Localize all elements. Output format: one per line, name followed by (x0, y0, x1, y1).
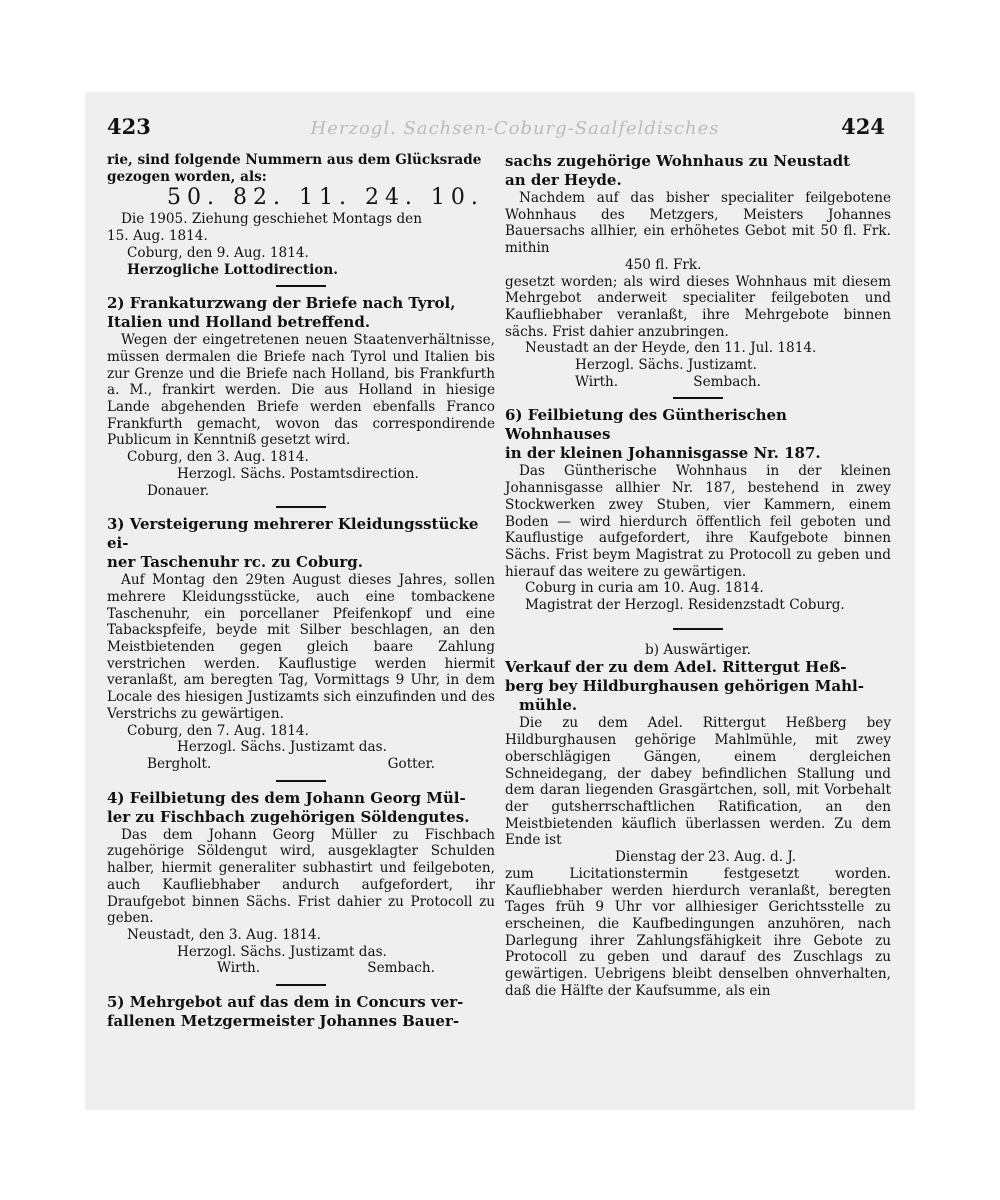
signer-name: Sembach. (367, 960, 435, 977)
section-body: Die zu dem Adel. Rittergut Heßberg bey Hildburghausen gehörige Mahlmühle, mit zwey oberschlägigen Gängen, einem dergleichen Schneidegang, der dabey befindlichen Stallung und dem daran liegenden Grasgärtchen, soll, mit Vorbehalt der gutsherrschaftlichen Ratification, an den Meistbietenden käuflich überlassen werden. Zu dem Ende ist (505, 715, 891, 849)
section-body: Das dem Johann Georg Müller zu Fischbach zugehörige Söldengut wird, ausgeklagter Schulden halber, hiermit generaliter subhastirt und feilgeboten, auch Kaufliebhaber andurch aufgefordert, ihr Draufgebot binnen Sächs. Frist dahier zu Protocoll zu geben. (107, 826, 495, 927)
section-body: gesetzt worden; als wird dieses Wohnhaus mit diesem Mehrgebot anderweit specialiter feilgeboten und Kaufliebhaber veranlaßt, ihre Mehrgebote binnen sächs. Frist dahier anzubringen. (505, 273, 891, 340)
date-line: Dienstag der 23. Aug. d. J. (615, 849, 797, 866)
signer-name: Bergholt. (147, 755, 212, 772)
signer-name: Donauer. (147, 482, 210, 499)
signature: Herzogl. Sächs. Justizamt das. (177, 943, 387, 960)
signer-row (505, 374, 891, 391)
section-title: sachs zugehörige Wohnhaus zu Neustadt (505, 152, 851, 170)
date-line: Neustadt an der Heyde, den 11. Jul. 1814. (525, 340, 817, 357)
signature: Herzogl. Sächs. Postamtsdirection. (177, 465, 419, 482)
section-title: 5) Mehrgebot auf das dem in Concurs ver- (107, 993, 464, 1012)
section-title: in der kleinen Johannisgasse Nr. 187. (505, 444, 821, 463)
lottery-numbers: 50. 82. 11. 24. 10. (167, 185, 484, 211)
page-number-right: 424 (841, 114, 885, 139)
section-title: berg bey Hildburghausen gehörigen Mahl- (505, 677, 864, 696)
section-divider (276, 506, 326, 508)
signer-row (107, 756, 495, 773)
right-column (505, 152, 891, 999)
section-divider (673, 397, 723, 399)
signature: Herzogliche Lottodirection. (127, 261, 338, 278)
signer-row (107, 960, 495, 977)
section-title: an der Heyde. (505, 171, 622, 189)
signature: Herzogl. Sächs. Justizamt. (575, 357, 757, 374)
section-title: ler zu Fischbach zugehörigen Söldengutes. (107, 807, 470, 826)
section-title: 2) Frankaturzwang der Briefe nach Tyrol, (107, 294, 456, 313)
signature: Magistrat der Herzogl. Residenzstadt Coburg. (525, 597, 845, 614)
signature: Herzogl. Sächs. Justizamt das. (177, 739, 387, 756)
running-head (85, 114, 915, 144)
section-title: 4) Feilbietung des dem Johann Georg Mül- (107, 788, 466, 807)
section-title: mühle. (519, 696, 578, 715)
section-title: 6) Feilbietung des Güntherischen Wohnhauses (505, 406, 787, 444)
next-drawing: 15. Aug. 1814. (107, 228, 208, 245)
section-body: Das Güntherische Wohnhaus in der kleinen Johannisgasse allhier Nr. 187, bestehend in zwey Stockwerken zwey Stuben, vier Kammern, einem Boden — wird hierdurch öffentlich feil geboten und Kauflustige aufgefordert, ihre Kaufgebote binnen Sächs. Frist beym Magistrat zu Protocoll zu geben und hierauf das weitere zu gewärtigen. (505, 463, 891, 580)
section-divider (276, 984, 326, 986)
section-body: Wegen der eingetretenen neuen Staatenverhältnisse, müssen dermalen die Briefe nach Tyrol und Italien bis zur Grenze und die Briefe nach Holland, bis Frankfurth a. M., frankirt werden. Die aus Holland in hiesige Lande abgehenden Briefe werden ebenfalls Franco Frankfurth gemacht, wovon das correspondirende Publicum in Kenntniß gesetzt wird. (107, 332, 495, 449)
section-title: 3) Versteigerung mehrerer Kleidungsstücke ei- (107, 515, 479, 553)
date-line: Coburg, den 3. Aug. 1814. (127, 449, 309, 466)
section-title: Italien und Holland betreffend. (107, 313, 371, 332)
section-title: ner Taschenuhr rc. zu Coburg. (107, 553, 363, 572)
intro-line: rie, sind folgende Nummern aus dem Glücksrade (107, 152, 482, 168)
left-column (107, 152, 495, 1031)
subsection-heading: b) Auswärtiger. (645, 641, 751, 658)
section-title: fallenen Metzgermeister Johannes Bauer- (107, 1012, 460, 1031)
section-divider (276, 285, 326, 287)
date-line: Coburg, den 7. Aug. 1814. (127, 722, 309, 739)
signer-name: Wirth. (575, 373, 619, 390)
book-page (85, 92, 915, 1110)
date-line: Coburg in curia am 10. Aug. 1814. (525, 580, 764, 597)
signer-name: Gotter. (387, 755, 435, 772)
next-drawing: Die 1905. Ziehung geschiehet Montags den (121, 211, 422, 228)
date-line: Neustadt, den 3. Aug. 1814. (127, 926, 321, 943)
signer-name: Sembach. (693, 373, 761, 390)
signer-name: Wirth. (217, 960, 261, 977)
section-body: zum Licitationstermin festgesetzt worden. Kaufliebhaber werden hierdurch veranlaßt, beregten Tages früh 9 Uhr vor allhiesiger Gerichtsstelle zu erscheinen, die Kaufbedingungen anzuhören, nach Darlegung ihrer Zahlungsfähigkeit ihre Gebote zu Protocoll zu geben und darauf des Zuschlags zu gewärtigen. Uebrigens bleibt denselben ohnverhalten, daß die Hälfte der Kaufsumme, als ein (505, 865, 891, 999)
section-divider (276, 780, 326, 782)
section-body: Nachdem auf das bisher specialiter feilgebotene Wohnhaus des Metzgers, Meisters Johannes Bauersachs allhier, ein erhöhetes Gebot mit 50 fl. Frk. mithin (505, 190, 891, 257)
section-body: Auf Montag den 29ten August dieses Jahres, sollen mehrere Kleidungsstücke, auch eine tombackene Taschenuhr, ein porcellaner Pfeifenkopf und eine Tabackspfeife, beyde mit Silber beschlagen, an den Meistbietenden gegen gleich baare Zahlung verstrichen werden. Kauflustige werden hiermit veranlaßt, am beregten Tag, Vormittags 9 Uhr, in dem Locale des hiesigen Justizamts sich einzufinden und des Verstrichs zu gewärtigen. (107, 572, 495, 722)
page-number-left: 423 (107, 114, 151, 139)
date-line: Coburg, den 9. Aug. 1814. (127, 244, 309, 261)
amount-line: 450 fl. Frk. (625, 256, 702, 273)
bleed-through-header: Herzogl. Sachsen-Coburg-Saalfeldisches (310, 118, 720, 139)
section-title: Verkauf der zu dem Adel. Rittergut Heß- (505, 658, 847, 677)
section-divider (673, 628, 723, 630)
intro-line: gezogen worden, als: (107, 168, 267, 185)
